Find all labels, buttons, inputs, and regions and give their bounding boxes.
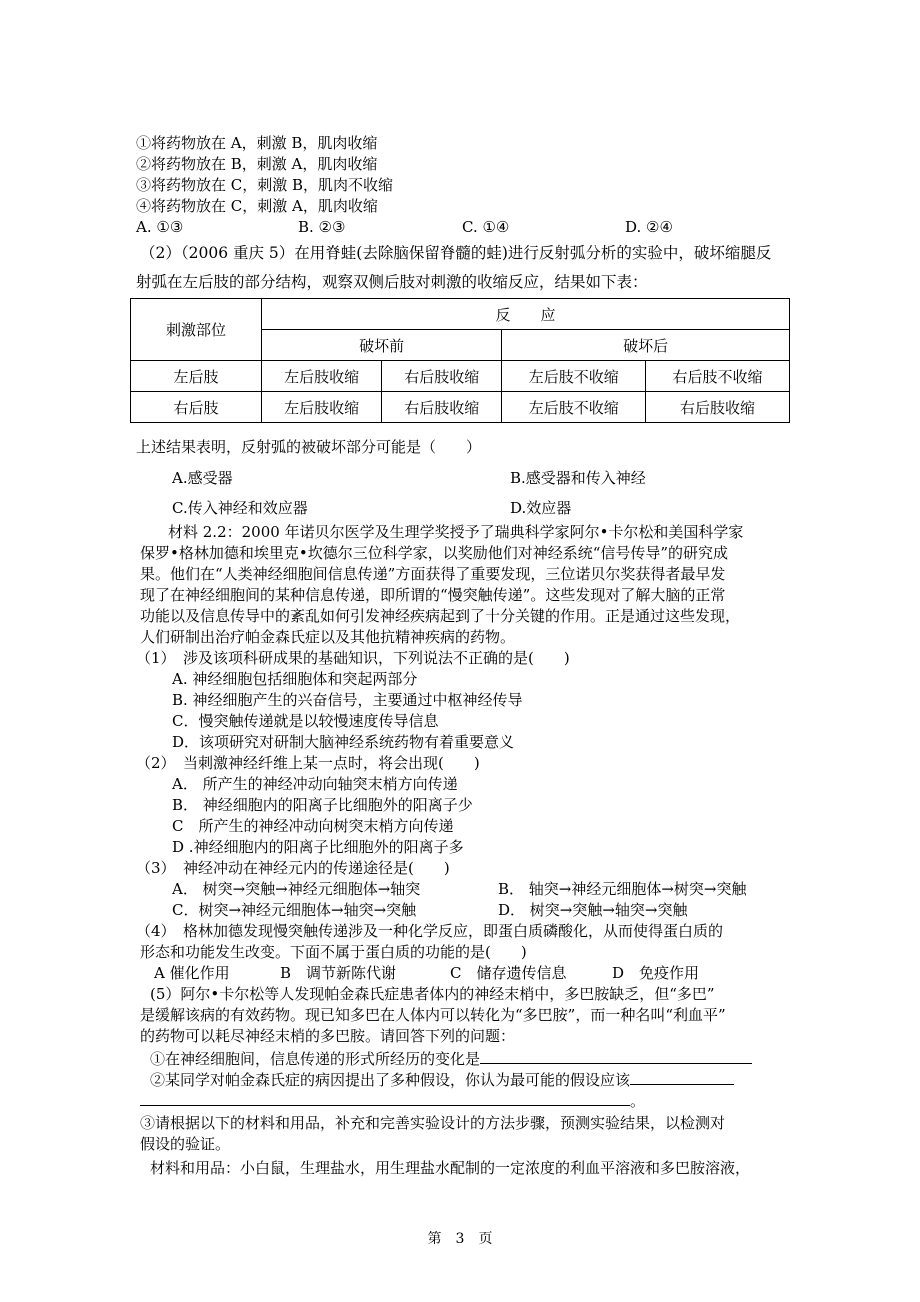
table-cell: 右后肢收缩: [382, 361, 502, 392]
table-header-site: 刺激部位: [131, 299, 262, 361]
s1-option-b: B. 神经细胞产生的兴奋信号，主要通过中枢神经传导: [172, 691, 523, 709]
material-line: 材料 2.2：2000 年诺贝尔医学及生理学奖授予了瑞典科学家阿尔•卡尔松和美国科学家: [168, 523, 744, 541]
result-table: [130, 298, 790, 423]
q1-choice-b: B. ②③: [298, 218, 346, 236]
s5-part-3-line-2: 假设的验证。: [140, 1135, 231, 1153]
s4-option-d: D 免疫作用: [612, 964, 700, 982]
q1-option-1: ①将药物放在 A，刺激 B，肌肉收缩: [136, 134, 378, 152]
s3-option-d: D． 树突→突触→轴突→突触: [498, 901, 688, 919]
answer-blank-2[interactable]: [630, 1068, 734, 1085]
s5-part-2-text: ②某同学对帕金森氏症的病因提出了多种假设，你认为最可能的假设应该: [150, 1071, 631, 1089]
q1-option-2: ②将药物放在 B，刺激 A，肌肉收缩: [136, 155, 378, 173]
s3-option-a: A． 树突→突触→神经元细胞体→轴突: [172, 880, 421, 898]
s2-option-b: B． 神经细胞内的阳离子比细胞外的阳离子少: [172, 796, 473, 814]
s1-option-a: A. 神经细胞包括细胞体和突起两部分: [172, 670, 418, 688]
table-cell: 左后肢不收缩: [502, 392, 646, 423]
s5-line-3: 的药物可以耗尽神经末梢的多巴胺。请回答下列的问题：: [140, 1027, 516, 1045]
table-cell: 右后肢收缩: [382, 392, 502, 423]
table-cell: 左后肢: [131, 361, 262, 392]
material-line: 果。他们在“人类神经细胞间信息传递”方面获得了重要发现，三位诺贝尔奖获得者最早发: [140, 565, 726, 583]
q1-choice-d: D. ②④: [625, 218, 673, 236]
s5-materials: 材料和用品：小白鼠，生理盐水，用生理盐水配制的一定浓度的利血平溶液和多巴胺溶液，: [150, 1159, 751, 1177]
material-line: 保罗•格林加德和埃里克•坎德尔三位科学家，以奖励他们对神经系统“信号传导”的研究成: [140, 544, 729, 562]
s1-option-c: C．慢突触传递就是以较慢速度传导信息: [172, 712, 439, 730]
table-cell: 右后肢不收缩: [646, 361, 790, 392]
q1-option-4: ④将药物放在 C，刺激 A，肌肉收缩: [136, 197, 378, 215]
s2-question: （2） 当刺激神经纤维上某一点时，将会出现( ): [136, 754, 480, 772]
s5-part-1: [150, 1047, 752, 1070]
table-header-after: 破坏后: [502, 330, 790, 361]
s4-option-b: B 调节新陈代谢: [280, 964, 397, 982]
s3-question: （3） 神经冲动在神经元内的传递途径是( ): [136, 859, 450, 877]
q2-question: 上述结果表明，反射弧的被破坏部分可能是（ ）: [136, 438, 482, 456]
s5-line-1: (5）阿尔•卡尔松等人发现帕金森氏症患者体内的神经末梢中，多巴胺缺乏，但“多巴”: [150, 985, 715, 1003]
table-header-before: 破坏前: [262, 330, 502, 361]
s4-question-line-2: 形态和功能发生改变。下面不属于蛋白质的功能的是( ): [140, 943, 527, 961]
s5-part-2-continued: [140, 1089, 645, 1112]
answer-blank-3[interactable]: [140, 1089, 630, 1106]
table-cell: 左后肢收缩: [262, 361, 382, 392]
s2-option-a: A． 所产生的神经冲动向轴突末梢方向传递: [172, 775, 458, 793]
s5-part-3-line-1: ③请根据以下的材料和用品，补充和完善实验设计的方法步骤，预测实验结果，以检测对: [140, 1114, 726, 1132]
table-cell: 左后肢收缩: [262, 392, 382, 423]
material-line: 人们研制出治疗帕金森氏症以及其他抗精神疾病的药物。: [140, 628, 516, 646]
table-cell: 右后肢: [131, 392, 262, 423]
s2-option-c: C 所产生的神经冲动向树突末梢方向传递: [172, 817, 454, 835]
q2-choice-a: A.感受器: [172, 469, 233, 487]
s3-option-c: C．树突→神经元细胞体→轴突→突触: [172, 901, 417, 919]
material-line: 功能以及信息传导中的紊乱如何引发神经疾病起到了十分关键的作用。正是通过这些发现，: [140, 607, 741, 625]
s2-option-d: D .神经细胞内的阳离子比细胞外的阳离子多: [172, 838, 464, 856]
s5-part-2: [150, 1068, 734, 1091]
table-header-reaction: 反 应: [262, 299, 790, 330]
s1-question: （1） 涉及该项科研成果的基础知识，下列说法不正确的是( ): [136, 649, 570, 667]
q2-choice-d: D.效应器: [510, 499, 572, 517]
q2-choice-b: B.感受器和传入神经: [510, 469, 646, 487]
q1-choice-c: C. ①④: [462, 218, 510, 236]
q1-option-3: ③将药物放在 C，刺激 B，肌肉不收缩: [136, 176, 394, 194]
s5-line-2: 是缓解该病的有效药物。现已知多巴在人体内可以转化为“多巴胺”，而一种名叫“利血平”: [140, 1006, 726, 1024]
s5-part-1-text: ①在神经细胞间，信息传递的形式所经历的变化是: [150, 1050, 481, 1068]
answer-blank-1[interactable]: [480, 1047, 752, 1064]
q2-choice-c: C.传入神经和效应器: [172, 499, 308, 517]
table-row: [131, 392, 790, 423]
s5-part-2-end: 。: [630, 1092, 646, 1110]
s4-question-line-1: （4） 格林加德发现慢突触传递涉及一种化学反应，即蛋白质磷酸化，从而使得蛋白质的: [136, 922, 724, 940]
s4-option-a: A 催化作用: [154, 964, 230, 982]
table-row: [131, 361, 790, 392]
q2-stem-line-2: 射弧在左后肢的部分结构，观察双侧后肢对刺激的收缩反应，结果如下表：: [136, 273, 648, 291]
q1-choice-a: A. ①③: [136, 218, 184, 236]
s1-option-d: D．该项研究对研制大脑神经系统药物有着重要意义: [172, 733, 515, 751]
table-cell: 右后肢收缩: [646, 392, 790, 423]
material-line: 现了在神经细胞间的某种信息传递，即所谓的“慢突触传递”。这些发现对了解大脑的正常: [140, 586, 726, 604]
table-cell: 左后肢不收缩: [502, 361, 646, 392]
s3-option-b: B． 轴突→神经元细胞体→树突→突触: [498, 880, 747, 898]
q2-stem-line-1: （2）（2006 重庆 5）在用脊蛙(去除脑保留脊髓的蛙)进行反射弧分析的实验中，破坏缩腿反: [140, 244, 772, 262]
page-number: 第 3 页: [427, 1231, 493, 1247]
s4-option-c: C 储存遗传信息: [450, 964, 567, 982]
